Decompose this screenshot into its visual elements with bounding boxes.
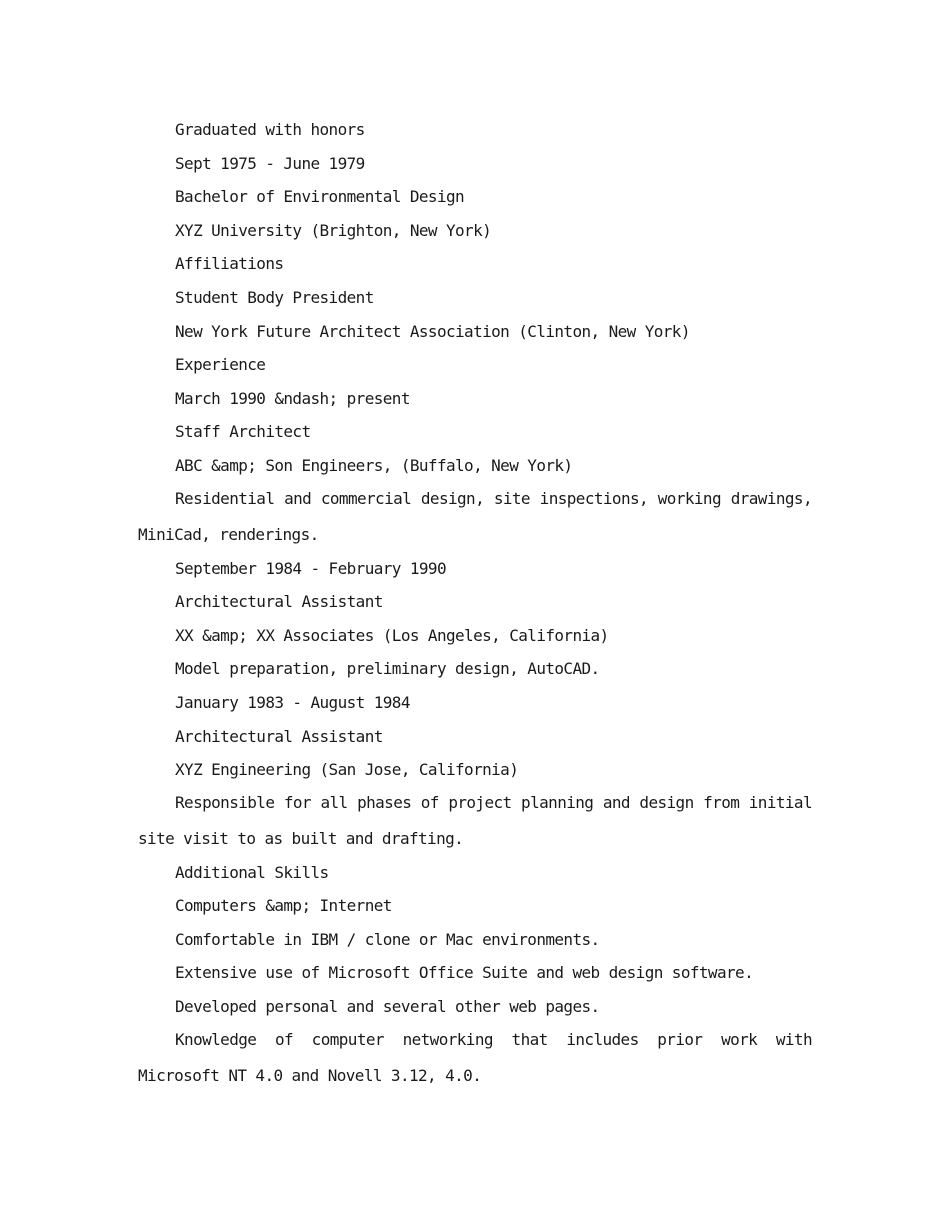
skill-item: Comfortable in IBM / clone or Mac environments. — [175, 929, 600, 949]
affiliations-heading: Affiliations — [175, 254, 284, 274]
job-dates: January 1983 - August 1984 — [175, 692, 410, 712]
job-description: Model preparation, preliminary design, AutoCAD. — [175, 659, 600, 679]
skill-item: Extensive use of Microsoft Office Suite and web design software. — [175, 963, 754, 983]
job-employer: ABC &amp; Son Engineers, (Buffalo, New York) — [175, 455, 573, 475]
job-title: Architectural Assistant — [175, 592, 383, 612]
affiliation-item: New York Future Architect Association (Clinton, New York) — [175, 321, 690, 341]
skill-item: Developed personal and several other web pages. — [175, 997, 600, 1017]
skills-heading: Additional Skills — [175, 862, 329, 882]
job-title: Staff Architect — [175, 422, 311, 442]
university-line: XYZ University (Brighton, New York) — [175, 220, 492, 240]
job-description: Responsible for all phases of project planning and design from initial site visit to as built and drafting. — [138, 792, 812, 848]
experience-heading: Experience — [175, 355, 266, 375]
education-dates: Sept 1975 - June 1979 — [175, 153, 365, 173]
job-employer: XX &amp; XX Associates (Los Angeles, California) — [175, 625, 609, 645]
job-dates: September 1984 - February 1990 — [175, 558, 446, 578]
affiliation-item: Student Body President — [175, 287, 374, 307]
resume-page — [138, 113, 812, 1094]
job-employer: XYZ Engineering (San Jose, California) — [175, 760, 519, 780]
honors-line: Graduated with honors — [175, 120, 365, 139]
job-dates: March 1990 &ndash; present — [175, 388, 410, 408]
skill-item: Knowledge of computer networking that includes prior work with Microsoft NT 4.0 and Novell 3.12, 4.0. — [138, 1029, 812, 1085]
job-title: Architectural Assistant — [175, 726, 383, 746]
job-description: Residential and commercial design, site inspections, working drawings, MiniCad, renderings. — [138, 488, 812, 544]
skills-subheading: Computers &amp; Internet — [175, 896, 392, 916]
degree-line: Bachelor of Environmental Design — [175, 187, 465, 207]
